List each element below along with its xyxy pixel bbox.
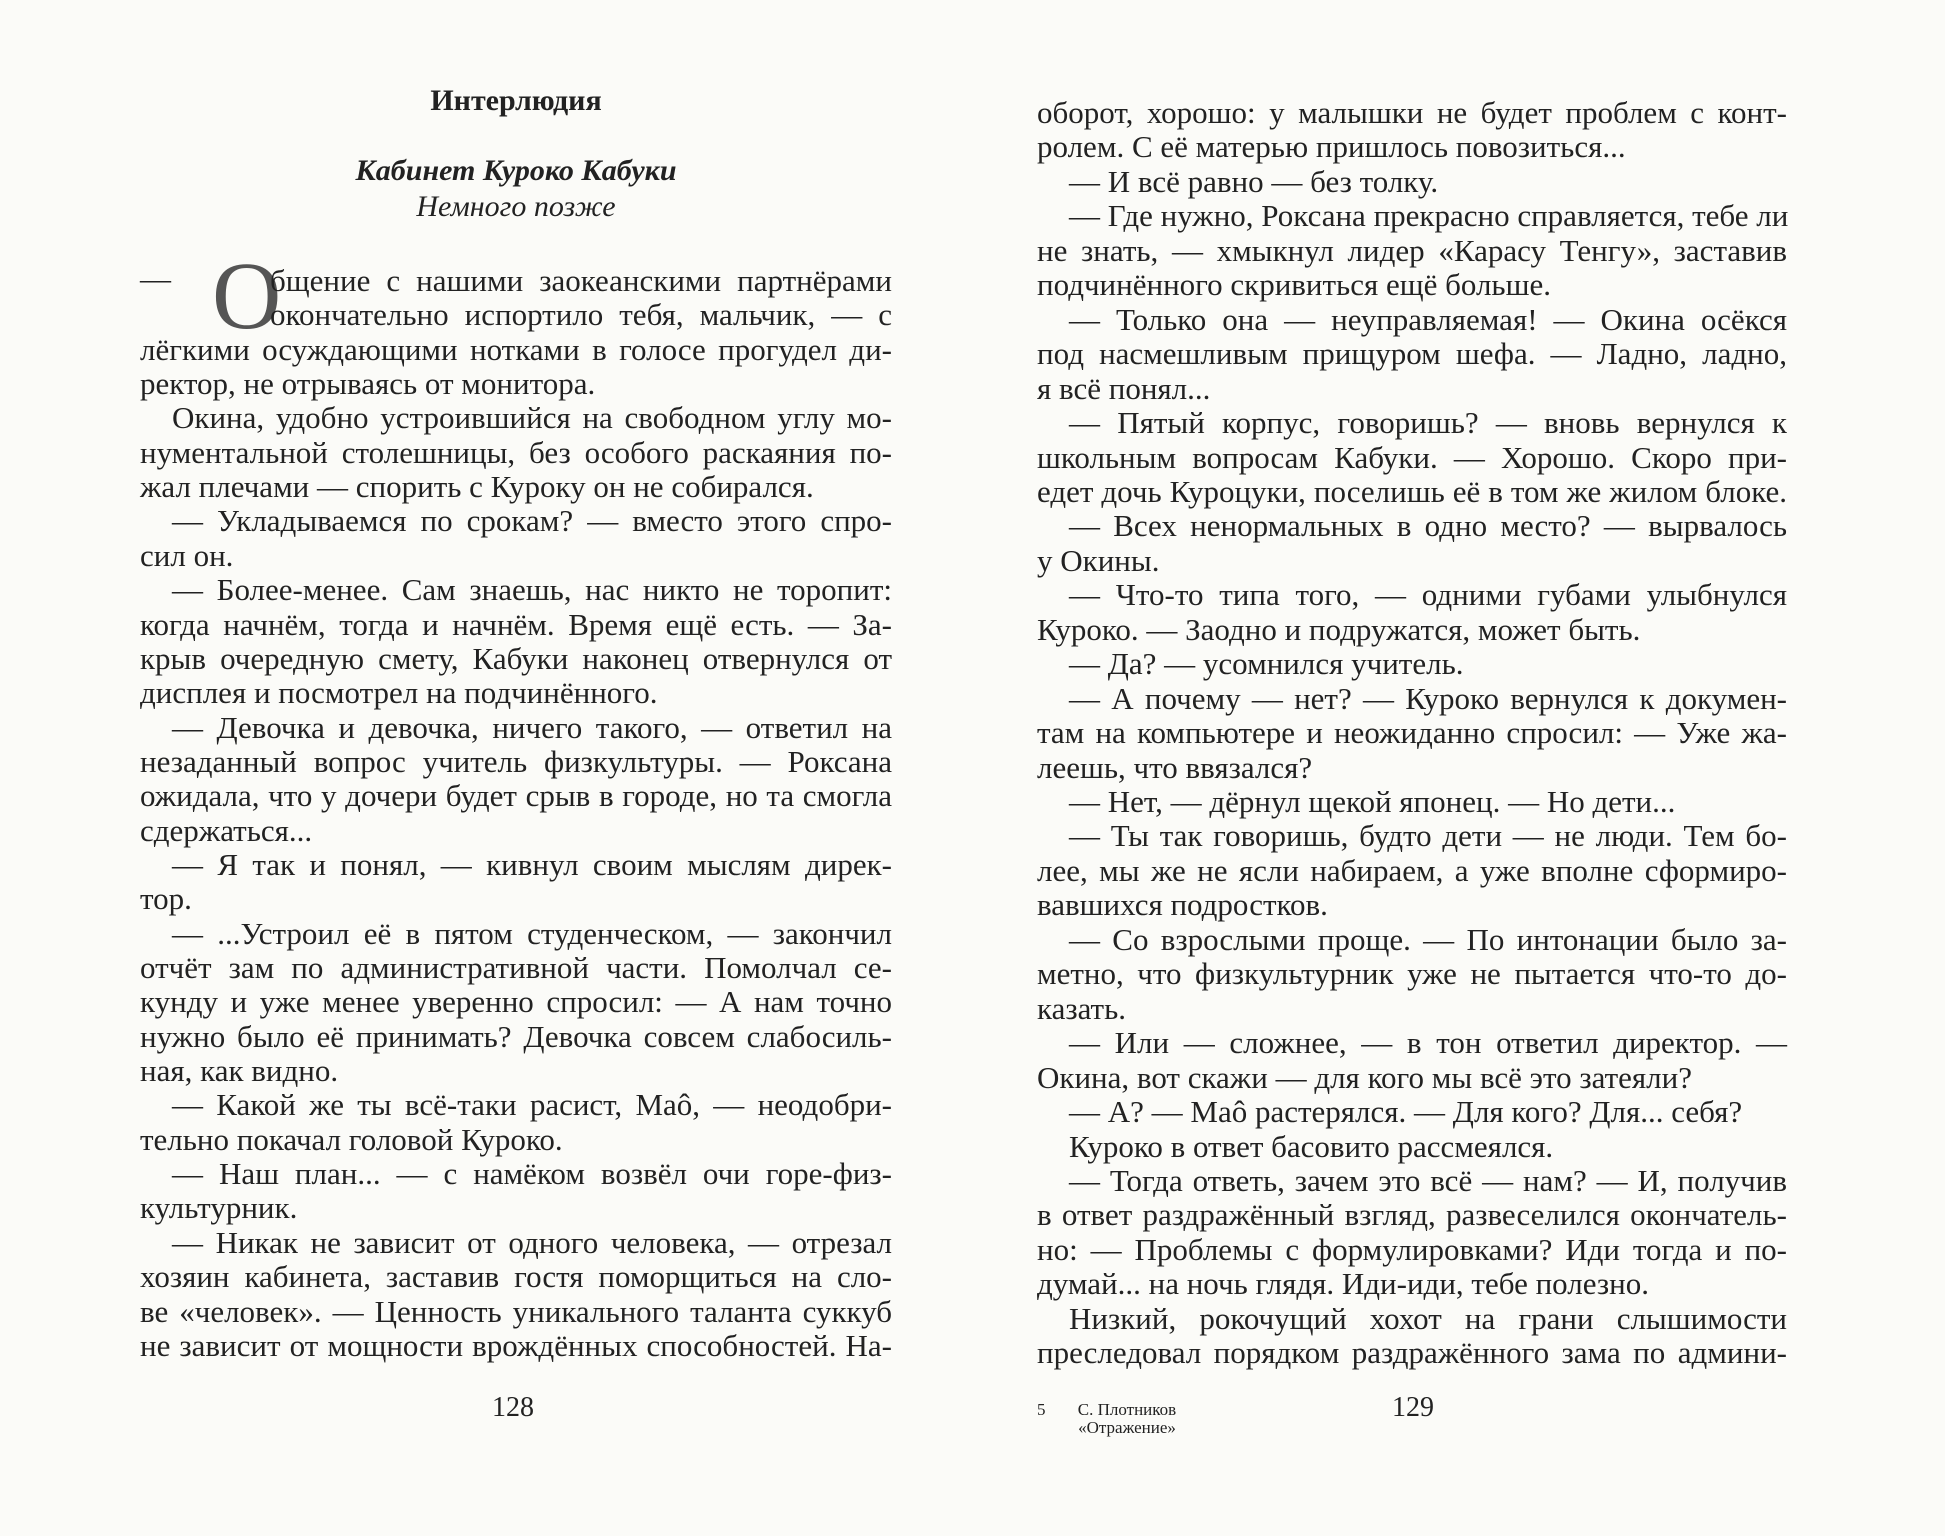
text-line: — Ты так говоришь, будто дети — не люди. Тем бо- bbox=[1069, 818, 1787, 854]
text-line: дисплея и посмотрел на подчинённого. bbox=[140, 675, 658, 711]
text-line: преследовал порядком раздражённого зама по админи- bbox=[1037, 1335, 1787, 1371]
page-number: 128 bbox=[492, 1392, 534, 1423]
text-line: — Укладываемся по срокам? — вместо этого спро- bbox=[172, 503, 892, 539]
scene-subheading: Немного позже bbox=[416, 190, 616, 223]
text-line: нужно было её принимать? Девочка совсем слабосиль- bbox=[140, 1018, 892, 1054]
text-line: тор. bbox=[140, 881, 192, 917]
text-line: крыв очередную смету, Кабуки наконец отвернулся от bbox=[140, 640, 892, 676]
text-line: Куроко в ответ басовито рассмеялся. bbox=[1069, 1128, 1554, 1164]
text-line: — Где нужно, Роксана прекрасно справляется, тебе ли bbox=[1069, 198, 1789, 234]
text-line: оборот, хорошо: у малышки не будет проблем с конт- bbox=[1037, 95, 1787, 130]
text-line: — Пятый корпус, говоришь? — вновь вернулся к bbox=[1069, 405, 1787, 441]
text-line: — Тогда ответь, зачем это всё — нам? — И, получив bbox=[1069, 1162, 1787, 1198]
text-line: едет дочь Куроцуки, поселишь её в том же жилом блоке. bbox=[1037, 473, 1787, 509]
text-line: ная, как видно. bbox=[140, 1053, 339, 1089]
text-line: — Я так и понял, — кивнул своим мыслям дирек- bbox=[172, 846, 892, 882]
text-line: — Всех ненормальных в одно место? — вырвалось bbox=[1069, 508, 1787, 544]
text-line: — А почему — нет? — Куроко вернулся к докумен- bbox=[1069, 680, 1787, 716]
text-line: — И всё равно — без толку. bbox=[1069, 163, 1439, 199]
text-line: незаданный вопрос учитель физкультуры. — Роксана bbox=[140, 743, 892, 779]
text-line: Окина, удобно устроившийся на свободном углу мо- bbox=[172, 400, 892, 436]
text-line: — Нет, — дёрнул щекой японец. — Но дети... bbox=[1069, 784, 1676, 819]
text-line: вавшихся подростков. bbox=[1037, 887, 1328, 923]
text-line: я всё понял... bbox=[1037, 370, 1211, 406]
text-line: жал плечами — спорить с Куроку он не собирался. bbox=[140, 469, 814, 505]
opening-dash: — bbox=[140, 261, 171, 296]
text-line: ожидала, что у дочери будет срыв в городе, но та смогла bbox=[140, 778, 892, 814]
text-line: ректор, не отрываясь от монитора. bbox=[140, 366, 596, 402]
text-line: — Наш план... — с намёком возвёл очи горе-физ- bbox=[172, 1156, 892, 1192]
text-line: — Девочка и девочка, ничего такого, — ответил на bbox=[172, 709, 892, 745]
text-line: там на компьютере и неожиданно спросил: — Уже жа- bbox=[1037, 715, 1787, 751]
text-line: Куроко. — Заодно и подружатся, может быть. bbox=[1037, 611, 1641, 647]
text-line: школьным вопросам Кабуки. — Хорошо. Скоро при- bbox=[1037, 439, 1787, 475]
text-line: — Что-то типа того, — одними губами улыбнулся bbox=[1069, 577, 1787, 613]
scene-heading: Кабинет Куроко Кабуки bbox=[355, 154, 677, 187]
text-line: окончательно испортило тебя, мальчик, — с bbox=[270, 297, 892, 333]
text-line: не знать, — хмыкнул лидер «Карасу Тенгу», заставив bbox=[1037, 232, 1787, 268]
text-line: — Или — сложнее, — в тон ответил директор. — bbox=[1069, 1025, 1787, 1061]
text-line: сдержаться... bbox=[140, 812, 313, 848]
text-line: хозяин кабинета, заставив гостя поморщиться на сло- bbox=[140, 1259, 892, 1295]
text-line: лёгкими осуждающими нотками в голосе прогудел ди- bbox=[140, 331, 892, 367]
text-line: — ...Устроил её в пятом студенческом, — закончил bbox=[172, 915, 892, 951]
text-line: — Никак не зависит от одного человека, — отрезал bbox=[172, 1224, 892, 1260]
text-line: у Окины. bbox=[1037, 542, 1160, 578]
text-line: но: — Проблемы с формулировками? Иди тогда и по- bbox=[1037, 1231, 1787, 1267]
text-line: — Со взрослыми проще. — По интонации было за- bbox=[1069, 921, 1787, 957]
text-line: — Только она — неуправляемая! — Окина осёкся bbox=[1069, 301, 1787, 337]
text-line: когда начнём, тогда и начнём. Время ещё есть. — За- bbox=[140, 606, 892, 642]
text-line: ролем. С её матерью пришлось повозиться... bbox=[1037, 129, 1626, 165]
signature-number: 5 bbox=[1037, 1400, 1046, 1419]
text-line: ве «человек». — Ценность уникального таланта суккуб bbox=[140, 1293, 892, 1329]
text-line: не зависит от мощности врождённых способностей. На- bbox=[140, 1327, 892, 1363]
text-line: тельно покачал головой Куроко. bbox=[140, 1121, 563, 1157]
text-line: леешь, что ввязался? bbox=[1037, 749, 1313, 785]
signature-title: «Отражение» bbox=[1078, 1418, 1176, 1437]
text-line: отчёт зам по административной части. Помолчал се- bbox=[140, 950, 892, 985]
text-line: сил он. bbox=[140, 537, 234, 573]
text-line: казать. bbox=[1037, 990, 1126, 1026]
text-line: в ответ раздражённый взгляд, развеселился окончатель- bbox=[1037, 1197, 1787, 1233]
text-line: метно, что физкультурник уже не пытается что-то до- bbox=[1037, 956, 1787, 992]
text-line: под насмешливым прищуром шефа. — Ладно, ладно, bbox=[1037, 336, 1787, 372]
text-line: думай... на ночь глядя. Иди-иди, тебе полезно. bbox=[1037, 1266, 1649, 1302]
drop-cap: О bbox=[212, 242, 282, 349]
chapter-heading: Интерлюдия bbox=[430, 84, 602, 117]
text-line: лее, мы же не ясли набираем, а уже вполне сформиро- bbox=[1037, 852, 1787, 888]
page-number: 129 bbox=[1392, 1392, 1434, 1423]
text-line: — А? — Маô растерялся. — Для кого? Для... себя? bbox=[1069, 1094, 1743, 1130]
text-line: бщение с нашими заокеанскими партнёрами bbox=[270, 263, 892, 298]
text-line: — Более-менее. Сам знаешь, нас никто не торопит: bbox=[172, 572, 892, 608]
signature-author: С. Плотников bbox=[1077, 1400, 1177, 1419]
text-line: культурник. bbox=[140, 1190, 298, 1226]
text-line: — Да? — усомнился учитель. bbox=[1069, 646, 1464, 682]
text-line: Низкий, рокочущий хохот на грани слышимости bbox=[1069, 1300, 1787, 1336]
text-line: кунду и уже менее уверенно спросил: — А нам точно bbox=[140, 984, 892, 1020]
text-line: нументальной столешницы, без особого раскаяния по- bbox=[140, 434, 892, 470]
text-line: подчинённого скривиться ещё больше. bbox=[1037, 267, 1551, 303]
text-line: Окина, вот скажи — для кого мы всё это затеяли? bbox=[1037, 1059, 1692, 1095]
text-line: — Какой же ты всё-таки расист, Маô, — неодобри- bbox=[172, 1087, 892, 1123]
